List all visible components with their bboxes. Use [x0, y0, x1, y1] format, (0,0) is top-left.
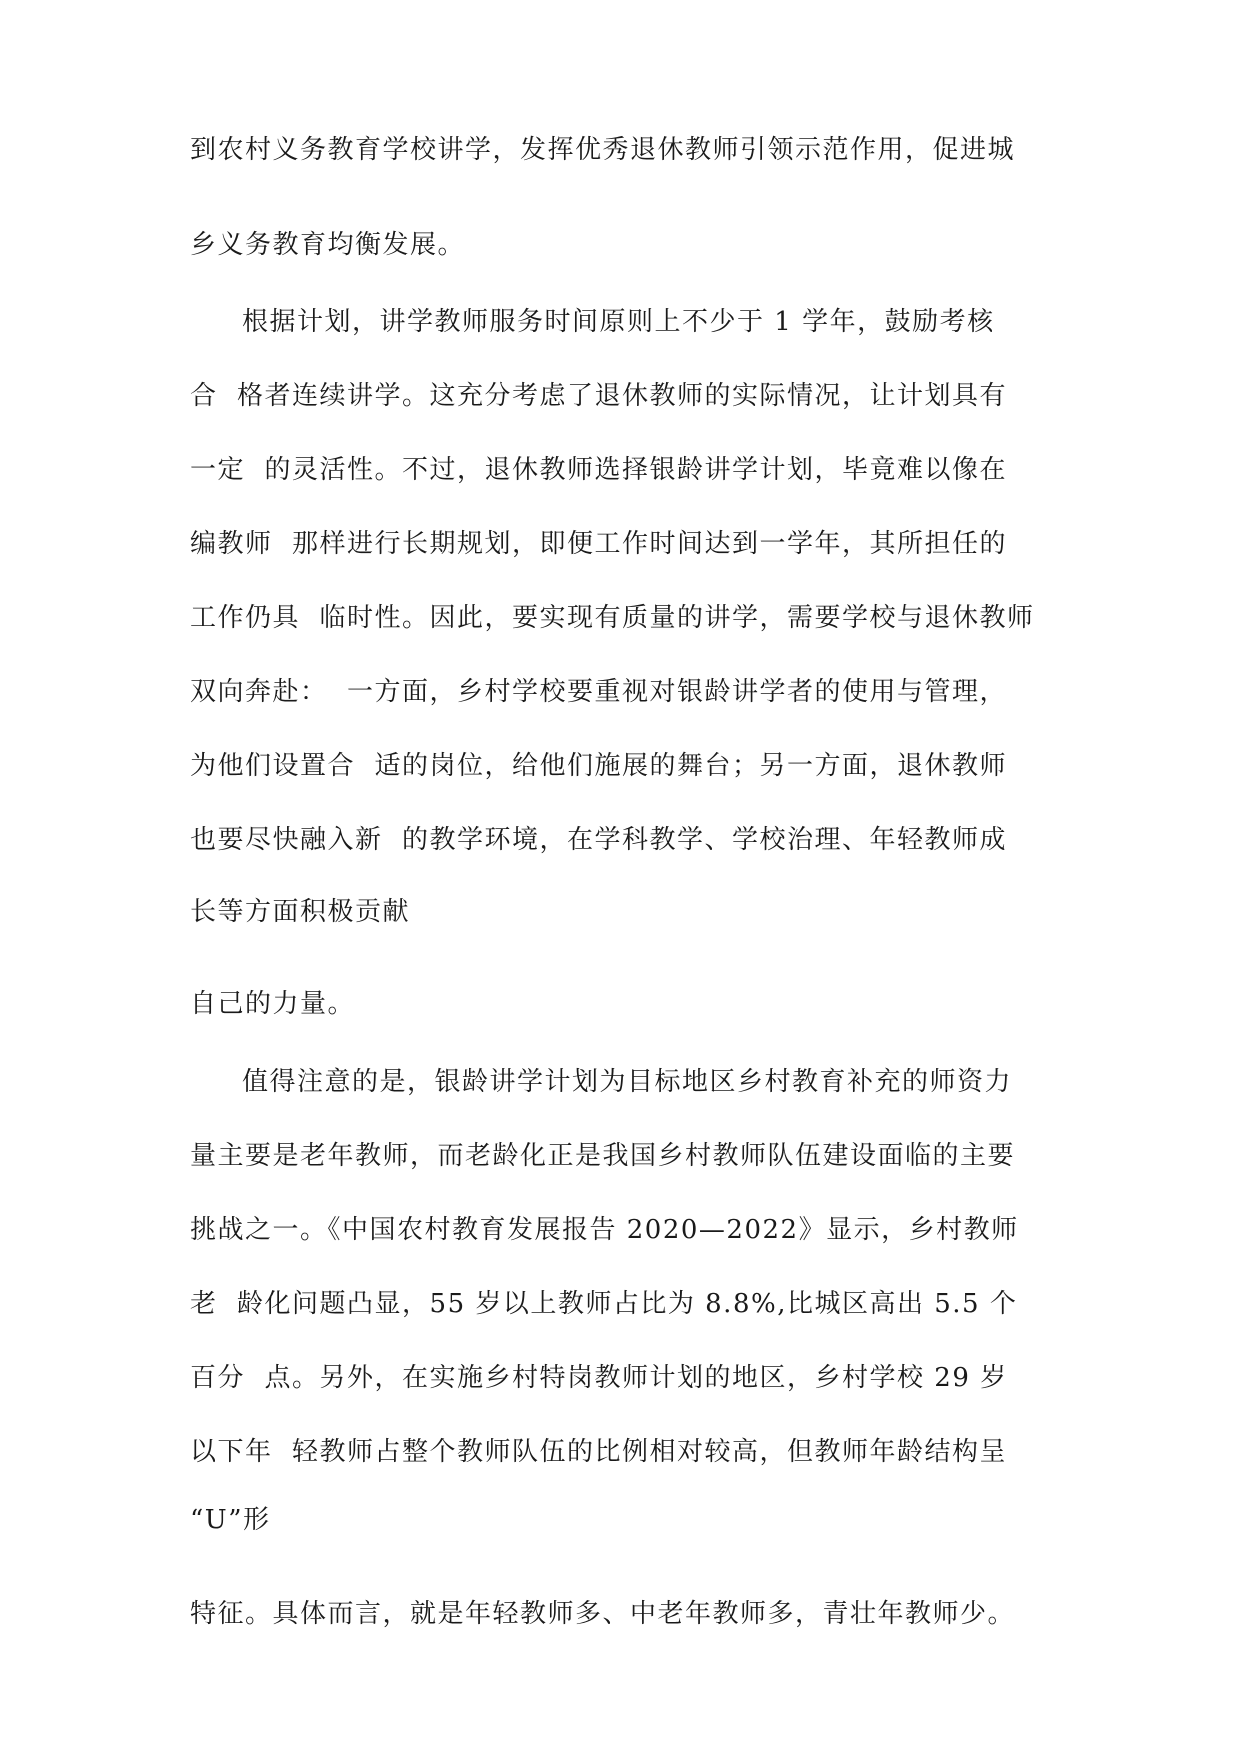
text-line: “U”形 — [190, 1505, 271, 1535]
text-line: 工作仍具 临时性。因此，要实现有质量的讲学，需要学校与退休教师 — [190, 603, 1035, 633]
text-line: 乡义务教育均衡发展。 — [190, 230, 466, 260]
text-line: 为他们设置合 适的岗位，给他们施展的舞台；另一方面，退休教师 — [190, 751, 1008, 781]
text-line: 自己的力量。 — [190, 989, 356, 1019]
text-line: 挑战之一。《中国农村教育发展报告 2020—2022》显示，乡村教师 — [190, 1215, 1019, 1245]
paragraph-start-line: 值得注意的是，银龄讲学计划为目标地区乡村教育补充的师资力 — [242, 1067, 1013, 1097]
text-line: 双向奔赴： 一方面，乡村学校要重视对银龄讲学者的使用与管理， — [190, 677, 1008, 707]
text-line: 也要尽快融入新 的教学环境，在学科教学、学校治理、年轻教师成 — [190, 825, 1008, 855]
text-line: 百分 点。另外，在实施乡村特岗教师计划的地区，乡村学校 29 岁 — [190, 1363, 1008, 1393]
text-line: 特征。具体而言，就是年轻教师多、中老年教师多，青壮年教师少。 — [190, 1599, 1016, 1629]
text-line: 以下年 轻教师占整个教师队伍的比例相对较高，但教师年龄结构呈 — [190, 1437, 1008, 1467]
text-line: 到农村义务教育学校讲学，发挥优秀退休教师引领示范作用，促进城 — [190, 135, 1016, 165]
text-line: 编教师 那样进行长期规划，即便工作时间达到一学年，其所担任的 — [190, 529, 1008, 559]
text-line: 老 龄化问题凸显，55 岁以上教师占比为 8.8%,比城区高出 5.5 个 — [190, 1289, 1018, 1319]
text-line: 量主要是老年教师，而老龄化正是我国乡村教师队伍建设面临的主要 — [190, 1141, 1016, 1171]
paragraph-start-line: 根据计划，讲学教师服务时间原则上不少于 1 学年，鼓励考核 — [242, 307, 995, 337]
text-line: 一定 的灵活性。不过，退休教师选择银龄讲学计划，毕竟难以像在 — [190, 455, 1008, 485]
text-line: 长等方面积极贡献 — [190, 897, 411, 927]
text-line: 合 格者连续讲学。这充分考虑了退休教师的实际情况，让计划具有 — [190, 381, 1008, 411]
